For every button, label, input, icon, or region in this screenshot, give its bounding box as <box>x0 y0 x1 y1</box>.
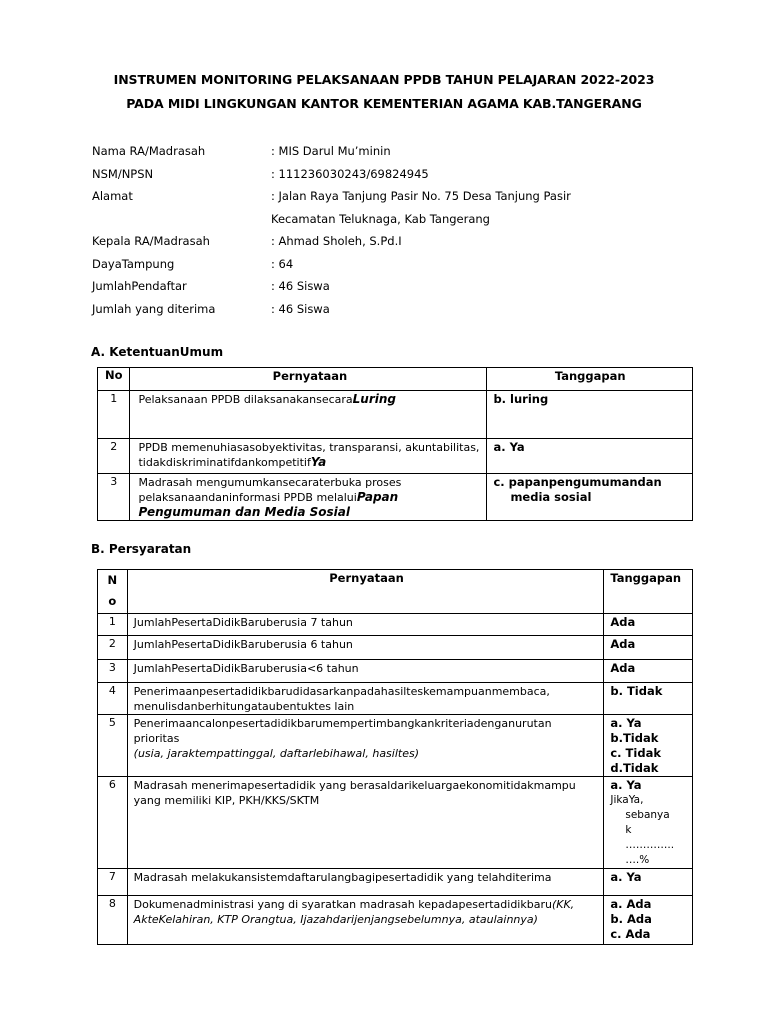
row-number: 1 <box>98 391 130 439</box>
row-statement <box>127 896 604 945</box>
document-title-line1: INSTRUMEN MONITORING PELAKSANAAN PPDB TAHUN PELAJARAN 2022-2023 <box>113 72 655 87</box>
table-row <box>98 660 693 683</box>
document-title-line2: PADA MIDI LINGKUNGAN KANTOR KEMENTERIAN AGAMA KAB.TANGERANG <box>126 96 642 111</box>
header-tanggapan: Tanggapan <box>604 570 693 614</box>
response-note: ….% <box>625 854 650 866</box>
statement-emphasis: Luring <box>352 392 397 406</box>
row-number: 6 <box>98 777 128 869</box>
response-option: c. Ada <box>610 927 651 941</box>
table-row <box>98 777 693 869</box>
row-response: Ada <box>604 660 693 683</box>
row-response <box>604 777 693 869</box>
row-response: b. luring <box>487 391 693 439</box>
info-value: : 46 Siswa <box>271 301 330 316</box>
response-option: b. Ada <box>610 912 652 926</box>
info-value: : 64 <box>271 256 294 271</box>
row-statement <box>127 715 604 777</box>
section-b-heading: B. Persyaratan <box>91 542 192 556</box>
row-response: a. Ya <box>487 439 693 474</box>
response-line: media sosial <box>510 490 592 504</box>
info-value: : 46 Siswa <box>271 279 330 293</box>
row-statement: JumlahPesertaDidikBaruberusia 6 tahun <box>127 636 604 660</box>
persyaratan-table <box>97 569 693 945</box>
info-value: : Jalan Raya Tanjung Pasir No. 75 Desa Tanjung Pasir <box>271 189 571 203</box>
row-number: 1 <box>98 614 128 636</box>
row-number: 2 <box>98 439 130 474</box>
table-row <box>98 636 693 660</box>
statement-text: Penerimaancalonpesertadidikbarumempertimbangkankriteriadenganurutan prioritas <box>133 717 552 745</box>
row-statement: JumlahPesertaDidikBaruberusia<6 tahun <box>127 660 604 683</box>
info-value: : 111236030243/69824945 <box>271 166 429 181</box>
response-option: d.Tidak <box>610 761 659 775</box>
response-option: a. Ya <box>610 778 642 792</box>
row-statement: Madrasah menerimapesertadidik yang berasaldarikeluargaekonomitidakmampu yang memiliki KIP, PKH/KKS/SKTM <box>127 777 604 869</box>
row-statement: JumlahPesertaDidikBaruberusia 7 tahun <box>127 614 604 636</box>
row-response <box>604 896 693 945</box>
table-header-row <box>98 570 693 614</box>
row-number: 8 <box>98 896 128 945</box>
row-statement <box>130 391 487 439</box>
row-statement: Penerimaanpesertadidikbarudidasarkanpadahasilteskemampuanmembaca, menulisdanberhitungataubentuktes lain <box>127 683 604 715</box>
response-option: b.Tidak <box>610 731 659 745</box>
row-statement <box>130 474 487 521</box>
table-row <box>98 439 693 474</box>
info-value: Kecamatan Teluknaga, Kab Tangerang <box>271 211 490 226</box>
header-tanggapan: Tanggapan <box>487 368 693 391</box>
table-row <box>98 715 693 777</box>
table-row <box>98 614 693 636</box>
row-response: Ada <box>604 614 693 636</box>
response-note: JikaYa, <box>610 794 644 806</box>
section-a-heading: A. KetentuanUmum <box>91 345 224 359</box>
table-header-row <box>98 368 693 391</box>
row-statement <box>130 439 487 474</box>
statement-text: Madrasah mengumumkansecaraterbuka proses pelaksanaandaninformasi PPDB melalui <box>138 476 402 504</box>
row-number: 4 <box>98 683 128 715</box>
statement-text: PPDB memenuhiasasobyektivitas, transparansi, akuntabilitas, tidakdiskriminatifdankompetitif <box>138 441 480 469</box>
row-response <box>604 715 693 777</box>
response-option: c. Tidak <box>610 746 661 760</box>
row-number: 5 <box>98 715 128 777</box>
response-option: a. Ya <box>610 716 642 730</box>
row-response <box>487 474 693 521</box>
table-row <box>98 896 693 945</box>
table-row <box>98 391 693 439</box>
header-no <box>98 570 128 614</box>
response-note: k <box>625 824 632 836</box>
row-number: 2 <box>98 636 128 660</box>
info-label: Jumlah yang diterima <box>92 301 216 316</box>
header-no-line: N <box>107 573 118 587</box>
row-statement: Madrasah melakukansistemdaftarulangbagipesertadidik yang telahditerima <box>127 869 604 896</box>
ketentuan-umum-table <box>97 367 693 521</box>
info-label: Nama RA/Madrasah <box>92 144 206 158</box>
info-label: NSM/NPSN <box>92 166 154 181</box>
header-no-line: o <box>108 594 117 608</box>
response-line: c. papanpengumumandan <box>493 475 662 489</box>
table-row <box>98 683 693 715</box>
header-pernyataan: Pernyataan <box>130 368 487 391</box>
statement-emphasis: Papan Pengumuman dan Media Sosial <box>138 490 399 519</box>
response-note: sebanya <box>625 809 670 821</box>
response-option: a. Ada <box>610 897 652 911</box>
statement-detail: (usia, jaraktempattinggal, daftarlebihawal, hasiltes) <box>133 747 420 760</box>
info-label: DayaTampung <box>92 256 175 271</box>
statement-emphasis: Ya <box>310 455 327 469</box>
row-response: b. Tidak <box>604 683 693 715</box>
row-number: 3 <box>98 660 128 683</box>
statement-text: Pelaksanaan PPDB dilaksanakansecara <box>138 393 353 406</box>
info-value: : Ahmad Sholeh, S.Pd.I <box>271 234 402 248</box>
response-note: ………….. <box>625 839 675 851</box>
row-number: 7 <box>98 869 128 896</box>
info-label: Kepala RA/Madrasah <box>92 234 210 248</box>
statement-detail: (KK, AkteKelahiran, KTP Orangtua, Ijazahdarijenjangsebelumnya, ataulainnya) <box>133 898 575 926</box>
info-label: JumlahPendaftar <box>92 279 187 293</box>
header-pernyataan: Pernyataan <box>127 570 604 614</box>
header-no: No <box>98 368 130 391</box>
row-response: a. Ya <box>604 869 693 896</box>
info-value: : MIS Darul Mu’minin <box>271 144 391 158</box>
row-response: Ada <box>604 636 693 660</box>
info-label: Alamat <box>92 189 133 203</box>
table-row <box>98 474 693 521</box>
statement-text: Dokumenadministrasi yang di syaratkan madrasah kepadapesertadidikbaru <box>133 898 552 911</box>
row-number: 3 <box>98 474 130 521</box>
table-row <box>98 869 693 896</box>
